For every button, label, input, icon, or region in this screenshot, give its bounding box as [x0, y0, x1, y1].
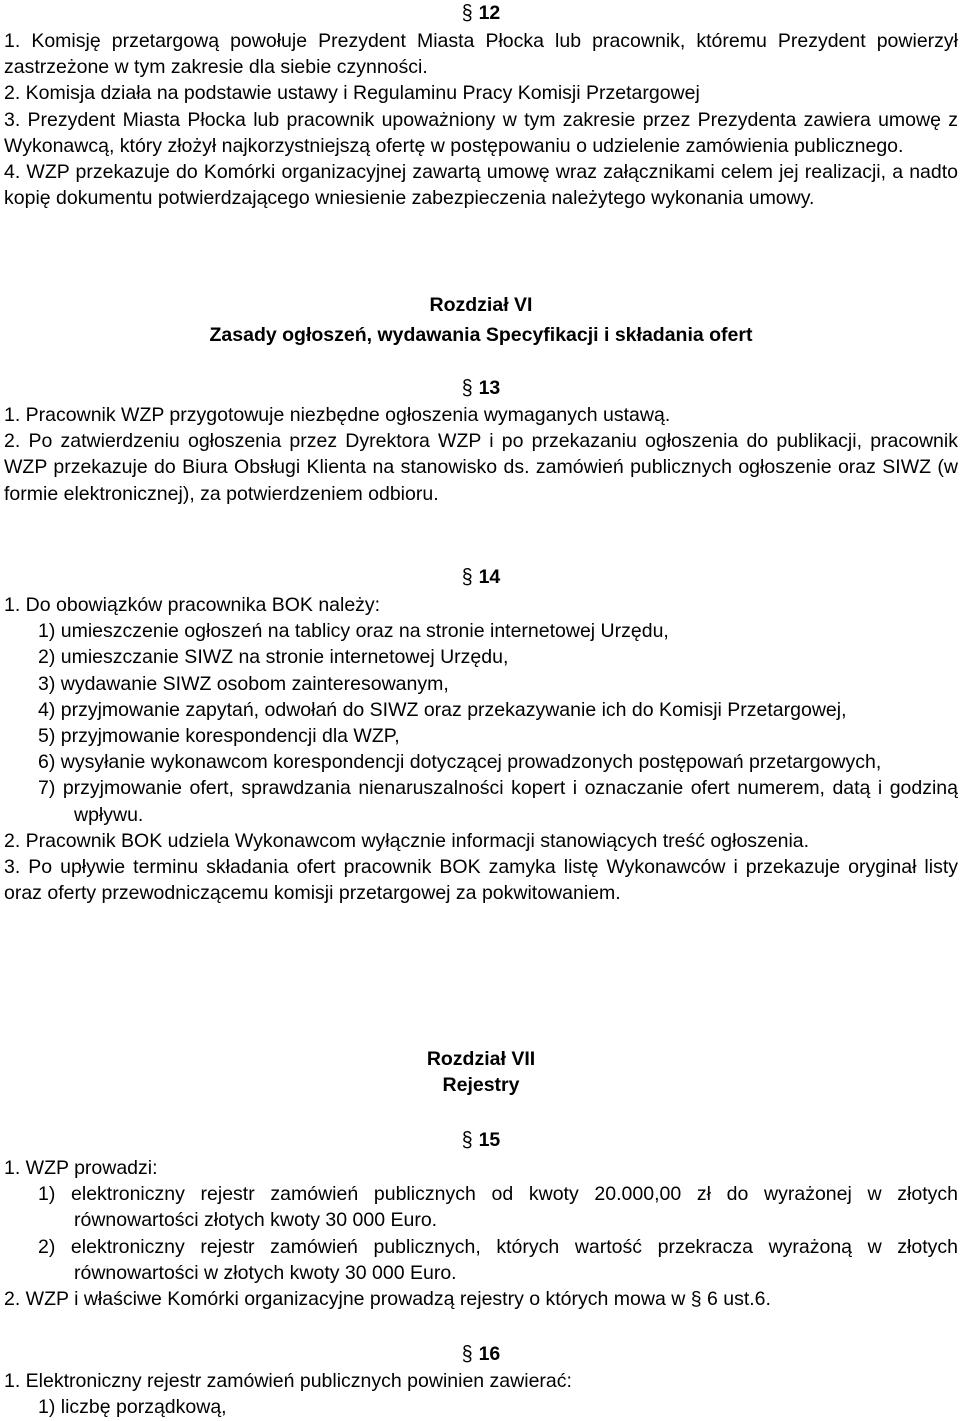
list-item: 1) liczbę porządkową, — [38, 1396, 227, 1419]
list-item: 3) wydawanie SIWZ osobom zainteresowanym, — [38, 672, 449, 695]
list-intro: 1. WZP prowadzi: — [4, 1157, 158, 1179]
section-number: 13 — [478, 377, 501, 399]
section-14-body — [4, 592, 958, 906]
section-13-body — [4, 402, 958, 507]
section-heading-15 — [4, 1127, 958, 1153]
paragraph: 2. Po zatwierdzeniu ogłoszenia przez Dyrektora WZP i po przekazaniu ogłoszenia do publikacji, pracownik WZP przekazuje do Biura Obsługi Klienta na stanowisko ds. zamówień publicznych ogłoszenie oraz SIWZ (w formie elektronicznej), za potwierdzeniem odbioru. — [4, 430, 958, 505]
paragraph: 2. WZP i właściwe Komórki organizacyjne prowadzą rejestry o których mowa w § 6 ust.6. — [4, 1288, 771, 1311]
section-number: 12 — [478, 2, 501, 24]
list-intro: 1. Elektroniczny rejestr zamówień publicznych powinien zawierać: — [4, 1370, 572, 1392]
chapter-title: Zasady ogłoszeń, wydawania Specyfikacji i składania ofert — [209, 324, 753, 347]
section-12-body — [4, 28, 958, 211]
list-item: 5) przyjmowanie korespondencji dla WZP, — [38, 725, 400, 748]
section-symbol: § — [461, 375, 473, 401]
list-item: 4) przyjmowanie zapytań, odwołań do SIWZ oraz przekazywanie ich do Komisji Przetargowej, — [38, 698, 847, 721]
list-item: 2) umieszczanie SIWZ na stronie internetowej Urzędu, — [38, 646, 509, 669]
section-number: 14 — [478, 566, 501, 588]
chapter-title: Rejestry — [442, 1074, 520, 1097]
section-symbol: § — [461, 1341, 473, 1367]
paragraph: 1. Komisję przetargową powołuje Prezydent Miasta Płocka lub pracownik, któremu Prezydent powierzył zastrzeżone w tym zakresie dla siebie czynności. — [4, 30, 958, 79]
section-heading-13 — [4, 375, 958, 401]
section-number: 15 — [478, 1129, 501, 1151]
section-heading-14 — [4, 564, 958, 590]
paragraph: 2. Komisja działa na podstawie ustawy i Regulaminu Pracy Komisji Przetargowej — [4, 82, 700, 105]
list-item: 1) elektroniczny rejestr zamówień publicznych od kwoty 20.000,00 zł do wyrażonej w złotych równowartości złotych kwoty 30 000 Euro. — [38, 1183, 958, 1232]
section-16-body — [4, 1368, 958, 1420]
list-intro: 1. Do obowiązków pracownika BOK należy: — [4, 594, 381, 616]
section-15-body — [4, 1155, 958, 1312]
list-item: 7) przyjmowanie ofert, sprawdzania nienaruszalności kopert i oznaczanie ofert numerem, datą i godziną wpływu. — [38, 777, 958, 826]
section-heading-12 — [4, 0, 958, 26]
list-item: 2) elektroniczny rejestr zamówień publicznych, których wartość przekracza wyrażoną w złotych równowartości w złotych kwoty 30 000 Euro. — [38, 1235, 958, 1284]
chapter-number: Rozdział VI — [429, 294, 533, 316]
section-heading-16 — [4, 1341, 958, 1367]
section-symbol: § — [461, 1127, 473, 1153]
paragraph: 4. WZP przekazuje do Komórki organizacyjnej zawartą umowę wraz załącznikami celem jej realizacji, a nadto kopię dokumentu potwierdzającego wniesienie zabezpieczenia należytego wykonania umowy. — [4, 161, 958, 210]
paragraph: 3. Po upływie terminu składania ofert pracownik BOK zamyka listę Wykonawców i przekazuje oryginał listy oraz oferty przewodniczącemu komisji przetargowej za pokwitowaniem. — [4, 856, 958, 905]
paragraph: 3. Prezydent Miasta Płocka lub pracownik upoważniony w tym zakresie przez Prezydenta zawiera umowę z Wykonawcą, który złożył najkorzystniejszą ofertę w postępowaniu o udzielenie zamówienia publicznego. — [4, 108, 958, 157]
list-item: 1) umieszczenie ogłoszeń na tablicy oraz na stronie internetowej Urzędu, — [38, 620, 669, 643]
section-number: 16 — [478, 1343, 501, 1365]
paragraph: 2. Pracownik BOK udziela Wykonawcom wyłącznie informacji stanowiących treść ogłoszenia. — [4, 829, 810, 852]
section-symbol: § — [461, 564, 473, 590]
paragraph: 1. Pracownik WZP przygotowuje niezbędne ogłoszenia wymaganych ustawą. — [4, 404, 671, 426]
chapter-number: Rozdział VII — [426, 1048, 536, 1070]
section-symbol: § — [461, 0, 473, 26]
chapter-heading — [4, 292, 958, 348]
chapter-heading — [4, 1046, 958, 1098]
list-item: 6) wysyłanie wykonawcom korespondencji dotyczącej prowadzonych postępowań przetargowych, — [38, 751, 882, 774]
